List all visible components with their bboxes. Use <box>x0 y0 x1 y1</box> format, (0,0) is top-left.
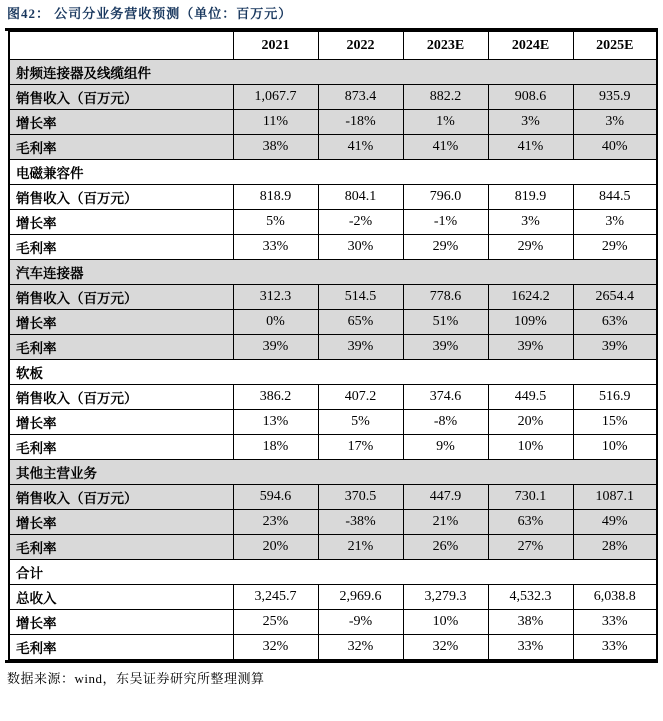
cell-value: 514.5 <box>318 285 403 310</box>
cell-value: 33% <box>573 635 657 660</box>
cell-value: 39% <box>573 335 657 360</box>
cell-value: 882.2 <box>403 85 488 110</box>
cell-value: 516.9 <box>573 385 657 410</box>
cell-value: 29% <box>488 235 573 260</box>
cell-value: 13% <box>233 410 318 435</box>
cell-value: -8% <box>403 410 488 435</box>
row-label: 销售收入（百万元） <box>9 385 233 410</box>
section-title: 射频连接器及线缆组件 <box>9 60 657 85</box>
cell-value: 5% <box>233 210 318 235</box>
year-header: 2025E <box>573 32 657 60</box>
cell-value: 447.9 <box>403 485 488 510</box>
cell-value: 28% <box>573 535 657 560</box>
cell-value: 40% <box>573 135 657 160</box>
table-row <box>9 185 657 210</box>
cell-value: 33% <box>573 610 657 635</box>
row-label: 增长率 <box>9 110 233 135</box>
row-label: 毛利率 <box>9 635 233 660</box>
cell-value: 844.5 <box>573 185 657 210</box>
cell-value: 63% <box>488 510 573 535</box>
table-row <box>9 235 657 260</box>
cell-value: 26% <box>403 535 488 560</box>
year-header: 2022 <box>318 32 403 60</box>
cell-value: 33% <box>233 235 318 260</box>
cell-value: 1624.2 <box>488 285 573 310</box>
cell-value: 63% <box>573 310 657 335</box>
cell-value: 29% <box>573 235 657 260</box>
report-figure <box>0 5 663 721</box>
cell-value: 21% <box>403 510 488 535</box>
cell-value: 2,969.6 <box>318 585 403 610</box>
cell-value: 41% <box>318 135 403 160</box>
cell-value: 27% <box>488 535 573 560</box>
cell-value: -9% <box>318 610 403 635</box>
cell-value: 312.3 <box>233 285 318 310</box>
row-label: 毛利率 <box>9 335 233 360</box>
cell-value: 4,532.3 <box>488 585 573 610</box>
forecast-table <box>8 31 658 660</box>
cell-value: 3,279.3 <box>403 585 488 610</box>
cell-value: 819.9 <box>488 185 573 210</box>
row-label: 总收入 <box>9 585 233 610</box>
cell-value: 29% <box>403 235 488 260</box>
cell-value: 30% <box>318 235 403 260</box>
data-source: 数据来源：wind，东吴证券研究所整理测算 <box>7 671 265 686</box>
cell-value: 908.6 <box>488 85 573 110</box>
section-title: 合计 <box>9 560 657 585</box>
cell-value: 65% <box>318 310 403 335</box>
section-header-row <box>9 260 657 285</box>
cell-value: 3% <box>488 210 573 235</box>
cell-value: 20% <box>488 410 573 435</box>
table-row <box>9 110 657 135</box>
cell-value: 15% <box>573 410 657 435</box>
cell-value: -2% <box>318 210 403 235</box>
bottom-rule <box>5 660 658 663</box>
cell-value: 1% <box>403 110 488 135</box>
cell-value: 730.1 <box>488 485 573 510</box>
cell-value: 374.6 <box>403 385 488 410</box>
cell-value: 935.9 <box>573 85 657 110</box>
cell-value: 818.9 <box>233 185 318 210</box>
cell-value: 20% <box>233 535 318 560</box>
cell-value: 3% <box>573 110 657 135</box>
table-row <box>9 635 657 660</box>
cell-value: -38% <box>318 510 403 535</box>
cell-value: 3,245.7 <box>233 585 318 610</box>
cell-value: 32% <box>403 635 488 660</box>
blank-header-cell <box>9 32 233 60</box>
table-row <box>9 85 657 110</box>
row-label: 销售收入（百万元） <box>9 185 233 210</box>
cell-value: 1,067.7 <box>233 85 318 110</box>
table-row <box>9 485 657 510</box>
cell-value: 21% <box>318 535 403 560</box>
year-header: 2021 <box>233 32 318 60</box>
cell-value: -1% <box>403 210 488 235</box>
cell-value: 39% <box>318 335 403 360</box>
row-label: 毛利率 <box>9 435 233 460</box>
cell-value: 38% <box>488 610 573 635</box>
cell-value: 10% <box>403 610 488 635</box>
section-header-row <box>9 160 657 185</box>
row-label: 毛利率 <box>9 235 233 260</box>
cell-value: 39% <box>488 335 573 360</box>
cell-value: 32% <box>318 635 403 660</box>
cell-value: 41% <box>403 135 488 160</box>
figure-title: 图42： 公司分业务营收预测（单位：百万元） <box>7 6 293 21</box>
cell-value: 796.0 <box>403 185 488 210</box>
section-header-row <box>9 60 657 85</box>
year-header-row <box>9 32 657 60</box>
cell-value: 25% <box>233 610 318 635</box>
cell-value: 6,038.8 <box>573 585 657 610</box>
section-header-row <box>9 360 657 385</box>
cell-value: 41% <box>488 135 573 160</box>
cell-value: 778.6 <box>403 285 488 310</box>
row-label: 销售收入（百万元） <box>9 85 233 110</box>
cell-value: 10% <box>488 435 573 460</box>
cell-value: 3% <box>573 210 657 235</box>
cell-value: 449.5 <box>488 385 573 410</box>
table-row <box>9 335 657 360</box>
section-title: 软板 <box>9 360 657 385</box>
cell-value: 1087.1 <box>573 485 657 510</box>
cell-value: 873.4 <box>318 85 403 110</box>
cell-value: 17% <box>318 435 403 460</box>
row-label: 增长率 <box>9 410 233 435</box>
cell-value: 51% <box>403 310 488 335</box>
cell-value: 2654.4 <box>573 285 657 310</box>
cell-value: 39% <box>233 335 318 360</box>
cell-value: 33% <box>488 635 573 660</box>
cell-value: 370.5 <box>318 485 403 510</box>
table-header <box>9 32 657 60</box>
cell-value: 23% <box>233 510 318 535</box>
section-header-row <box>9 460 657 485</box>
cell-value: 10% <box>573 435 657 460</box>
cell-value: 109% <box>488 310 573 335</box>
cell-value: 804.1 <box>318 185 403 210</box>
row-label: 增长率 <box>9 210 233 235</box>
cell-value: 11% <box>233 110 318 135</box>
cell-value: 386.2 <box>233 385 318 410</box>
table-row <box>9 310 657 335</box>
row-label: 毛利率 <box>9 135 233 160</box>
cell-value: 49% <box>573 510 657 535</box>
cell-value: 0% <box>233 310 318 335</box>
table-row <box>9 585 657 610</box>
cell-value: 3% <box>488 110 573 135</box>
year-header: 2024E <box>488 32 573 60</box>
table-row <box>9 210 657 235</box>
row-label: 增长率 <box>9 510 233 535</box>
table-row <box>9 410 657 435</box>
cell-value: 9% <box>403 435 488 460</box>
section-title: 其他主营业务 <box>9 460 657 485</box>
row-label: 毛利率 <box>9 535 233 560</box>
section-title: 汽车连接器 <box>9 260 657 285</box>
section-title: 电磁兼容件 <box>9 160 657 185</box>
cell-value: 38% <box>233 135 318 160</box>
cell-value: 594.6 <box>233 485 318 510</box>
row-label: 增长率 <box>9 610 233 635</box>
table-row <box>9 285 657 310</box>
cell-value: 32% <box>233 635 318 660</box>
year-header: 2023E <box>403 32 488 60</box>
table-row <box>9 535 657 560</box>
table-row <box>9 510 657 535</box>
table-body <box>9 60 657 660</box>
table-row <box>9 435 657 460</box>
row-label: 销售收入（百万元） <box>9 485 233 510</box>
cell-value: 39% <box>403 335 488 360</box>
cell-value: 5% <box>318 410 403 435</box>
cell-value: 407.2 <box>318 385 403 410</box>
cell-value: -18% <box>318 110 403 135</box>
table-row <box>9 610 657 635</box>
table-row <box>9 135 657 160</box>
cell-value: 18% <box>233 435 318 460</box>
section-header-row <box>9 560 657 585</box>
row-label: 增长率 <box>9 310 233 335</box>
row-label: 销售收入（百万元） <box>9 285 233 310</box>
table-row <box>9 385 657 410</box>
